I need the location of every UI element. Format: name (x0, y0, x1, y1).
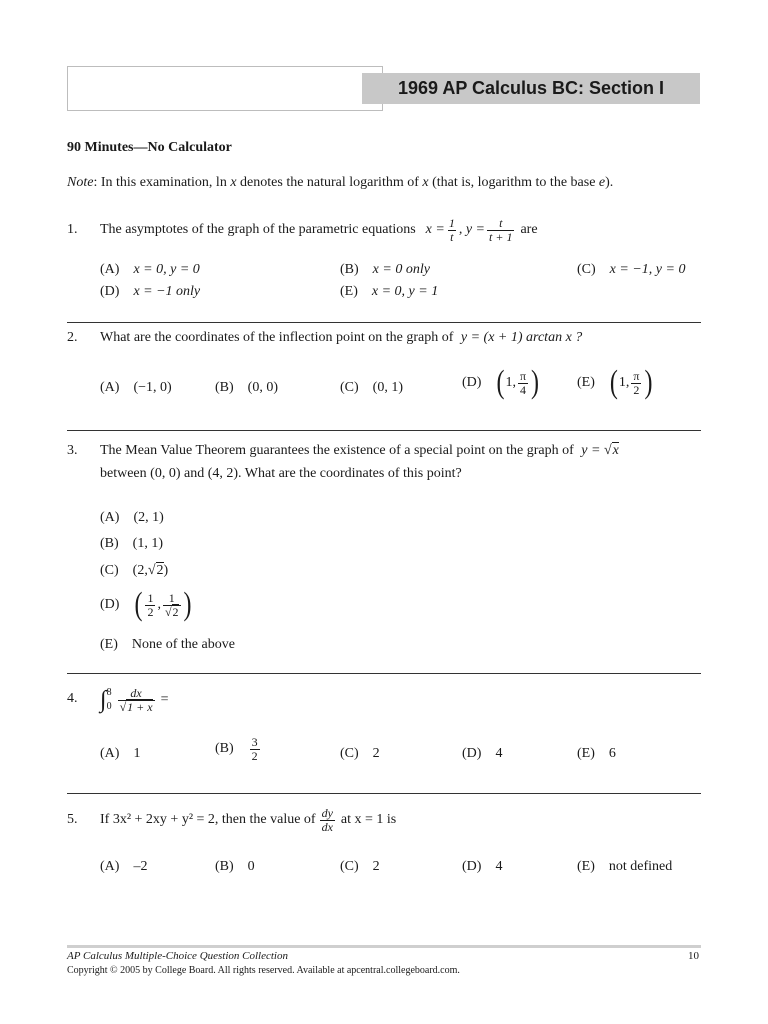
sqrt-symbol: √ (119, 699, 127, 714)
question-5-number: 5. (67, 812, 78, 827)
answer-option[interactable]: (D) ( 1, $\frac{\pi}{4}$ ) (462, 365, 539, 401)
answer-option[interactable]: (E) x = 0, y = 1 (340, 284, 439, 299)
right-paren-glyph: ) (163, 562, 169, 578)
fraction: $\frac{t}{t + 1}$ (489, 215, 513, 244)
footer-divider (67, 945, 701, 948)
fraction: $\frac{1}{t}$ (448, 215, 455, 244)
answer-option[interactable]: (C) 2 (340, 746, 380, 761)
fraction: $\frac{\pi}{2}$ (633, 369, 640, 397)
fraction: $\frac{1}{2}$ (147, 591, 154, 619)
right-paren-glyph: ) (644, 365, 653, 401)
question-divider (67, 673, 701, 674)
sqrt-symbol: √ (164, 604, 172, 619)
question-3-stem-line2: between (0, 0) and (4, 2). What are the coordinates of this point? (100, 466, 462, 481)
integral-limits: 8 0 (106, 687, 112, 712)
exam-note: Note: In this examination, ln x denotes the natural logarithm of x (that is, logarithm to the base e). (67, 175, 614, 190)
question-4-number: 4. (67, 691, 78, 706)
answer-option[interactable]: (C) 2 (340, 859, 380, 874)
note-label: Note (67, 175, 94, 190)
question-2-stem: What are the coordinates of the inflection point on the graph of y = (x + 1) arctan x ? (100, 330, 583, 345)
question-3-number: 3. (67, 443, 78, 458)
right-paren-glyph: ) (183, 587, 192, 623)
question-divider (67, 793, 701, 794)
answer-option[interactable]: (E) not defined (577, 859, 673, 874)
question-5-stem: If 3x² + 2xy + y² = 2, then the value of $\frac{dy}{dx}$ at x = 1 is (100, 805, 397, 834)
question-4-stem: ∫ 8 0 $\frac{dx}{√1 + x}$ = (100, 685, 169, 714)
answer-option[interactable]: (D) 4 (462, 746, 503, 761)
fraction: $\frac{dy}{dx}$ (321, 805, 333, 834)
footer-copyright: Copyright © 2005 by College Board. All rights reserved. Available at apcentral.collegeboard.com. (67, 965, 460, 976)
header-box (67, 66, 383, 111)
question-divider (67, 430, 701, 431)
fraction: $\frac{dx}{√1 + x}$ (119, 685, 153, 714)
answer-option[interactable]: (A) (−1, 0) (100, 380, 172, 395)
fraction: $\frac{1}{√2}$ (164, 591, 179, 619)
comma-glyph: , (157, 597, 161, 613)
sqrt-symbol: √ (147, 562, 156, 578)
answer-option[interactable]: (E) 6 (577, 746, 616, 761)
answer-option[interactable]: (B) (1, 1) (100, 536, 163, 551)
question-1-stem: The asymptotes of the graph of the parametric equations x = $\frac{1}{t}$ , y = $\frac{t}{t + 1}$ are (100, 215, 538, 244)
right-paren-glyph: ) (531, 365, 539, 401)
integral-symbol: ∫ (100, 686, 107, 713)
question-1-number: 1. (67, 222, 78, 237)
answer-option[interactable]: (B) x = 0 only (340, 262, 430, 277)
answer-option[interactable]: (D) x = −1 only (100, 284, 201, 299)
answer-option[interactable]: (A) x = 0, y = 0 (100, 262, 200, 277)
left-paren-glyph: ( (134, 587, 143, 623)
page-title: 1969 AP Calculus BC: Section I (362, 73, 700, 104)
answer-option[interactable]: (E) None of the above (100, 637, 235, 652)
answer-option[interactable]: (C) (0, 1) (340, 380, 403, 395)
answer-option[interactable]: (B) (0, 0) (215, 380, 278, 395)
page-number: 10 (688, 950, 699, 962)
answer-option[interactable]: (E) ( 1, $\frac{\pi}{2}$ ) (577, 365, 653, 401)
answer-option[interactable]: (B) $\frac{3}{2}$ (215, 735, 258, 763)
answer-option[interactable]: (D) 4 (462, 859, 503, 874)
question-divider (67, 322, 701, 323)
left-paren-glyph: ( (609, 365, 618, 401)
time-note: 90 Minutes—No Calculator (67, 140, 232, 155)
left-paren-glyph: ( (132, 562, 138, 578)
answer-option[interactable]: (A) 1 (100, 746, 141, 761)
question-3-stem-line1: The Mean Value Theorem guarantees the existence of a special point on the graph of y = √x (100, 443, 619, 458)
answer-option[interactable]: (C) x = −1, y = 0 (577, 262, 686, 277)
left-paren-glyph: ( (496, 365, 505, 401)
answer-option[interactable]: (D) ( $\frac{1}{2}$ , $\frac{1}{√2}$ ) (100, 587, 192, 623)
answer-option[interactable]: (A) –2 (100, 859, 148, 874)
fraction: $\frac{3}{2}$ (251, 735, 258, 763)
sqrt-symbol: √ (603, 443, 612, 458)
fraction: $\frac{\pi}{4}$ (519, 369, 526, 397)
answer-option[interactable]: (C) ( 2, √ 2 ) (100, 562, 169, 578)
answer-option[interactable]: (B) 0 (215, 859, 255, 874)
footer-collection: AP Calculus Multiple-Choice Question Collection (67, 950, 288, 962)
question-2-number: 2. (67, 330, 78, 345)
answer-option[interactable]: (A) (2, 1) (100, 510, 164, 525)
